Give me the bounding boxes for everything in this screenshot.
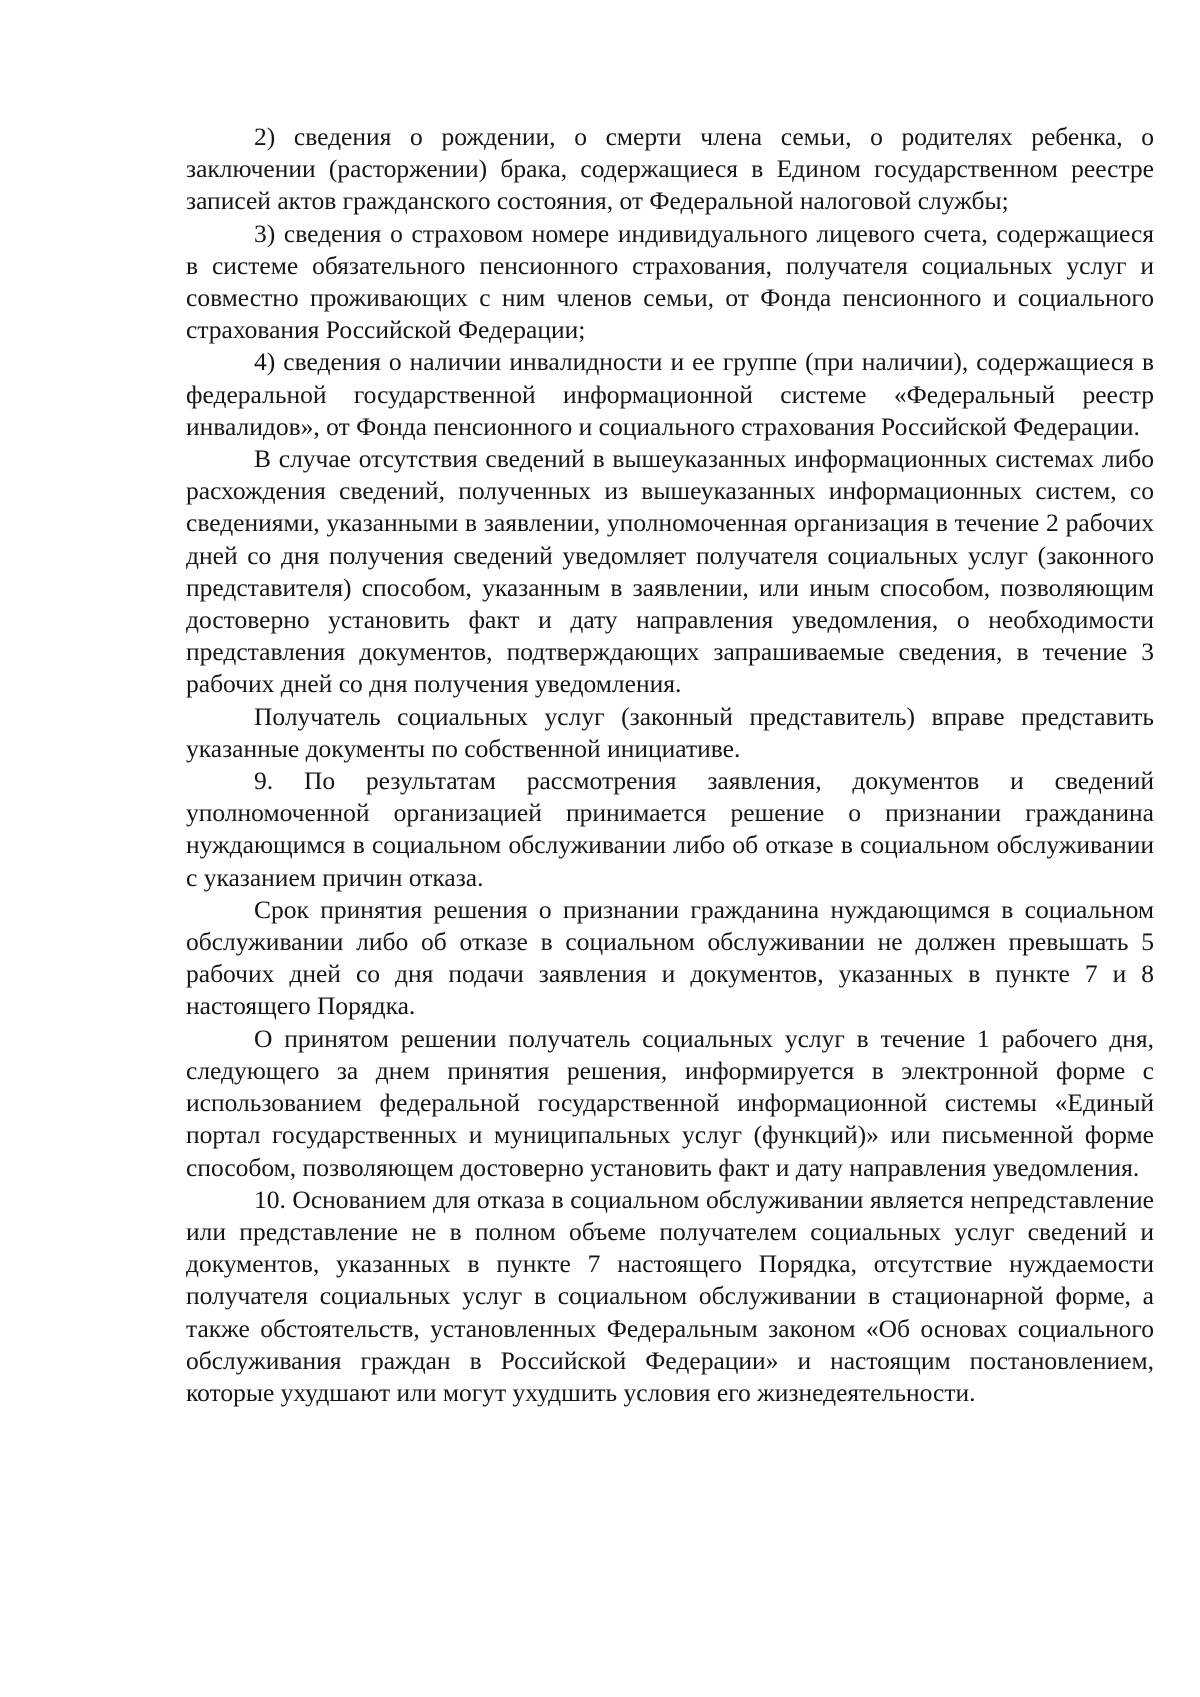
paragraph-own-initiative: Получатель социальных услуг (законный представитель) вправе представить указанные документы по собственной инициативе. [186,701,1154,763]
paragraph-section-9: 9. По результатам рассмотрения заявления, документов и сведений уполномоченной организацией принимается решение о признании гражданина нуждающимся в социальном обслуживании либо об отказе в социальном обслуживании с указанием причин отказа. [186,766,1154,892]
paragraph-decision-deadline: Срок принятия решения о признании гражданина нуждающимся в социальном обслуживании либо об отказе в социальном обслуживании не должен превышать 5 рабочих дней со дня подачи заявления и документов, указанных в пункте 7 и 8 настоящего Порядка. [186,894,1154,1021]
paragraph-item-3: 3) сведения о страховом номере индивидуального лицевого счета, содержащиеся в системе обязательного пенсионного страхования, получателя социальных услуг и совместно проживающих с ним членов семьи, от Фонда пенсионного и социального страхования Российской Федерации; [186,218,1154,345]
paragraph-section-10: 10. Основанием для отказа в социальном обслуживании является непредставление или представление не в полном объеме получателем социальных услуг сведений и документов, указанных в пункте 7 настоящего Порядка, отсутствие нуждаемости получателя социальных услуг в социальном обслуживании в стационарной форме, а также обстоятельств, установленных Федеральным законом «Об основах социального обслуживания граждан в Российской Федерации» и настоящим постановлением, которые ухудшают или могут ухудшить условия его жизнедеятельности. [186,1184,1154,1407]
paragraph-item-4: 4) сведения о наличии инвалидности и ее группе (при наличии), содержащиеся в федеральной государственной информационной системе «Федеральный реестр инвалидов», от Фонда пенсионного и социального страхования Российской Федерации. [186,347,1154,441]
paragraph-item-2: 2) сведения о рождении, о смерти члена семьи, о родителях ребенка, о заключении (расторжении) брака, содержащиеся в Едином государственном реестре записей актов гражданского состояния, от Федеральной налоговой службы; [186,122,1154,216]
paragraph-missing-data: В случае отсутствия сведений в вышеуказанных информационных системах либо расхождения сведений, полученных из вышеуказанных информационных систем, со сведениями, указанными в заявлении, уполномоченная организация в течение 2 рабочих дней со дня получения сведений уведомляет получателя социальных услуг (законного представителя) способом, указанным в заявлении, или иным способом, позволяющим достоверно установить факт и дату направления уведомления, о необходимости представления документов, подтверждающих запрашиваемые сведения, в течение 3 рабочих дней со дня получения уведомления. [186,444,1154,699]
document-body [186,121,1154,1409]
paragraph-decision-notice: О принятом решении получатель социальных услуг в течение 1 рабочего дня, следующего за днем принятия решения, информируется в электронной форме с использованием федеральной государственной информационной системы «Единый портал государственных и муниципальных услуг (функций)» или письменной форме способом, позволяющем достоверно установить факт и дату направления уведомления. [186,1023,1154,1182]
